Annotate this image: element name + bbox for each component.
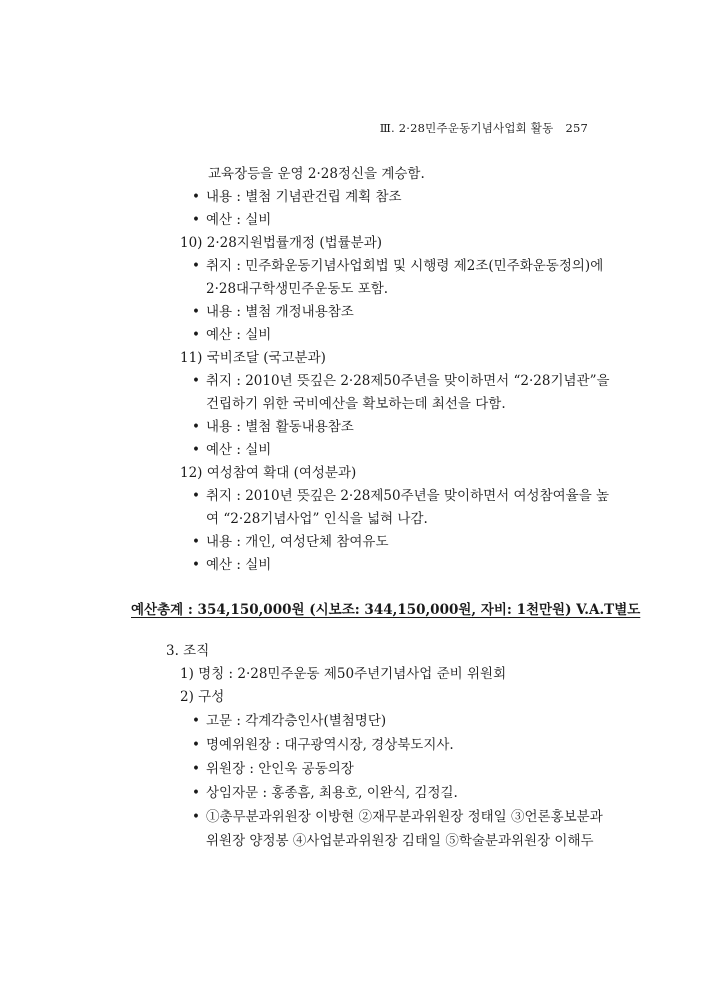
bullet-icon: • (192, 327, 200, 343)
list-item: • 취지 : 민주화운동기념사업회법 및 시행령 제2조(민주화운동정의)에 (192, 258, 604, 274)
bullet-icon: • (192, 785, 200, 801)
continuation-line: 교육장등을 운영 2·28정신을 계승함. (208, 166, 425, 182)
budget-summary: 예산총계 : 354,150,000원 (시보조: 344,150,000원, 자비: 1천만원) V.A.T별도 (131, 602, 641, 618)
bullet-icon: • (192, 212, 200, 228)
bullet-icon: • (192, 534, 200, 550)
section-heading: 3. 조직 (166, 643, 210, 659)
continuation-line: 2·28대구학생민주운동도 포함. (206, 281, 389, 297)
continuation-line: 여 “2·28기념사업” 인식을 넓혀 나감. (206, 511, 428, 527)
list-item: • 내용 : 별첨 기념관건립 계획 참조 (192, 189, 402, 205)
list-item: • 취지 : 2010년 뜻깊은 2·28제50주년을 맞이하면서 여성참여율을 높 (192, 488, 610, 504)
bullet-icon: • (192, 304, 200, 320)
subsection-heading: 2) 구성 (180, 689, 225, 705)
list-item: • 예산 : 실비 (192, 327, 272, 343)
subsection-heading: 11) 국비조달 (국고분과) (180, 350, 326, 366)
subsection-heading: 12) 여성참여 확대 (여성분과) (180, 465, 357, 481)
list-item: • 예산 : 실비 (192, 557, 272, 573)
list-item: • 내용 : 별첨 개정내용참조 (192, 304, 354, 320)
list-item: • 예산 : 실비 (192, 212, 272, 228)
bullet-icon: • (192, 189, 200, 205)
continuation-line: 건립하기 위한 국비예산을 확보하는데 최선을 다함. (206, 396, 506, 412)
bullet-icon: • (192, 809, 200, 825)
bullet-icon: • (192, 557, 200, 573)
continuation-line: 위원장 양정봉 ④사업분과위원장 김태일 ⑤학술분과위원장 이해두 (206, 833, 594, 849)
bullet-icon: • (192, 258, 200, 274)
list-item: • 내용 : 별첨 활동내용참조 (192, 419, 354, 435)
bullet-icon: • (192, 442, 200, 458)
bullet-icon: • (192, 713, 200, 729)
list-item: • 명예위원장 : 대구광역시장, 경상북도지사. (192, 737, 454, 753)
list-item: • ①총무분과위원장 이방현 ②재무분과위원장 정태일 ③언론홍보분과 (192, 809, 603, 825)
list-item: • 내용 : 개인, 여성단체 참여유도 (192, 534, 389, 550)
subsection-heading: 1) 명칭 : 2·28민주운동 제50주년기념사업 준비 위원회 (180, 666, 507, 682)
list-item: • 위원장 : 안인욱 공동의장 (192, 761, 354, 777)
list-item: • 고문 : 각계각층인사(별첨명단) (192, 713, 387, 729)
page-number: 257 (565, 121, 588, 135)
running-header (380, 120, 588, 136)
chapter-title: Ⅲ. 2·28민주운동기념사업회 활동 (379, 121, 554, 135)
list-item: • 예산 : 실비 (192, 442, 272, 458)
list-item: • 상임자문 : 홍종흠, 최용호, 이완식, 김정길. (192, 785, 458, 801)
subsection-heading: 10) 2·28지원법률개정 (법률분과) (180, 235, 383, 251)
bullet-icon: • (192, 373, 200, 389)
bullet-icon: • (192, 488, 200, 504)
list-item: • 취지 : 2010년 뜻깊은 2·28제50주년을 맞이하면서 “2·28기념관”을 (192, 373, 610, 389)
bullet-icon: • (192, 761, 200, 777)
bullet-icon: • (192, 737, 200, 753)
bullet-icon: • (192, 419, 200, 435)
